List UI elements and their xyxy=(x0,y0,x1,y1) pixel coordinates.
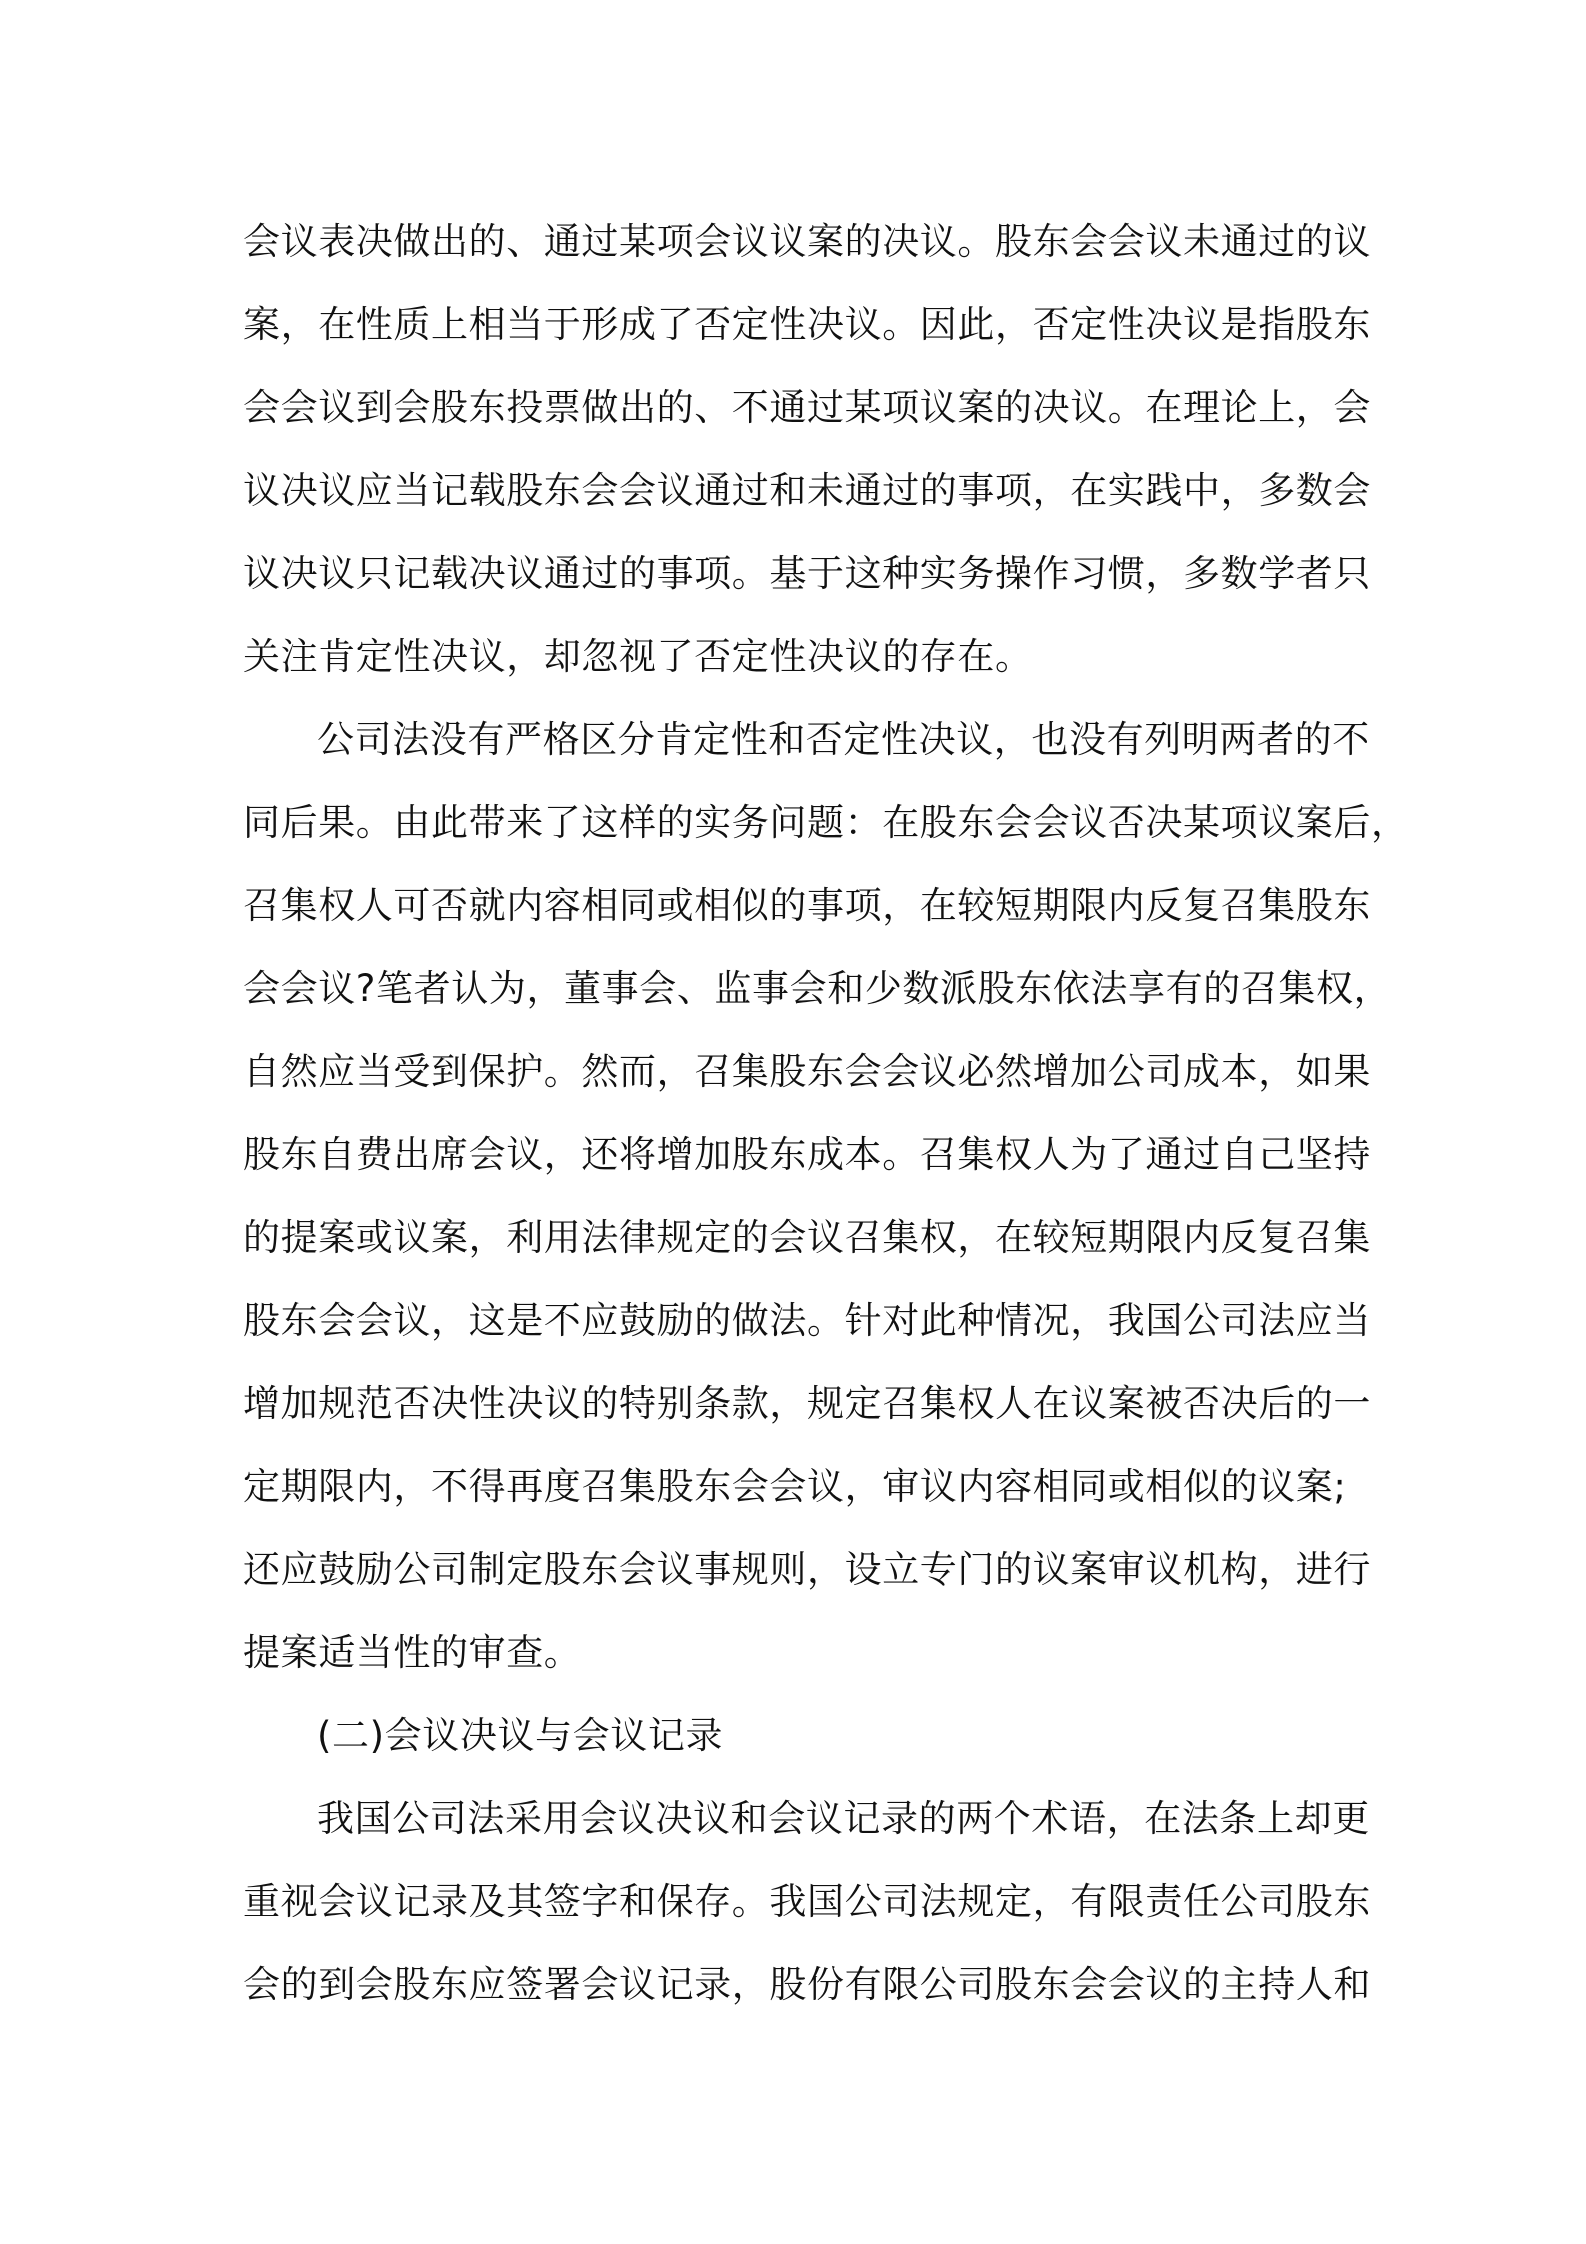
text-line: 的提案或议案，利用法律规定的会议召集权，在较短期限内反复召集 xyxy=(243,1216,1371,1259)
text-line: 增加规范否决性决议的特别条款，规定召集权人在议案被否决后的一 xyxy=(243,1382,1371,1425)
text-line: 同后果。由此带来了这样的实务问题：在股东会会议否决某项议案后， xyxy=(243,801,1409,844)
text-line: 议决议只记载决议通过的事项。基于这种实务操作习惯，多数学者只 xyxy=(243,552,1371,595)
text-line: 提案适当性的审查。 xyxy=(243,1631,582,1674)
body-text xyxy=(243,200,1409,2026)
text-line: 股东自费出席会议，还将增加股东成本。召集权人为了通过自己坚持 xyxy=(243,1133,1371,1176)
text-line: 案，在性质上相当于形成了否定性决议。因此，否定性决议是指股东 xyxy=(243,303,1371,346)
text-line: (二)会议决议与会议记录 xyxy=(317,1714,724,1757)
text-line: 自然应当受到保护。然而，召集股东会会议必然增加公司成本，如果 xyxy=(243,1050,1371,1093)
text-line: 会的到会股东应签署会议记录，股份有限公司股东会会议的主持人和 xyxy=(243,1963,1371,2006)
text-line: 定期限内，不得再度召集股东会会议，审议内容相同或相似的议案; xyxy=(243,1465,1347,1508)
text-line: 股东会会议，这是不应鼓励的做法。针对此种情况，我国公司法应当 xyxy=(243,1299,1371,1342)
text-line: 还应鼓励公司制定股东会议事规则，设立专门的议案审议机构，进行 xyxy=(243,1548,1371,1591)
text-line: 重视会议记录及其签字和保存。我国公司法规定，有限责任公司股东 xyxy=(243,1880,1371,1923)
text-line: 我国公司法采用会议决议和会议记录的两个术语，在法条上却更 xyxy=(317,1797,1370,1840)
text-line: 召集权人可否就内容相同或相似的事项，在较短期限内反复召集股东 xyxy=(243,884,1371,927)
text-line: 议决议应当记载股东会会议通过和未通过的事项，在实践中，多数会 xyxy=(243,469,1371,512)
text-line: 会议表决做出的、通过某项会议议案的决议。股东会会议未通过的议 xyxy=(243,220,1371,263)
text-line: 公司法没有严格区分肯定性和否定性决议，也没有列明两者的不 xyxy=(317,718,1370,761)
text-line: 会会议到会股东投票做出的、不通过某项议案的决议。在理论上，会 xyxy=(243,386,1371,429)
text-line: 关注肯定性决议，却忽视了否定性决议的存在。 xyxy=(243,635,1033,678)
text-line: 会会议?笔者认为，董事会、监事会和少数派股东依法享有的召集权， xyxy=(243,967,1392,1010)
